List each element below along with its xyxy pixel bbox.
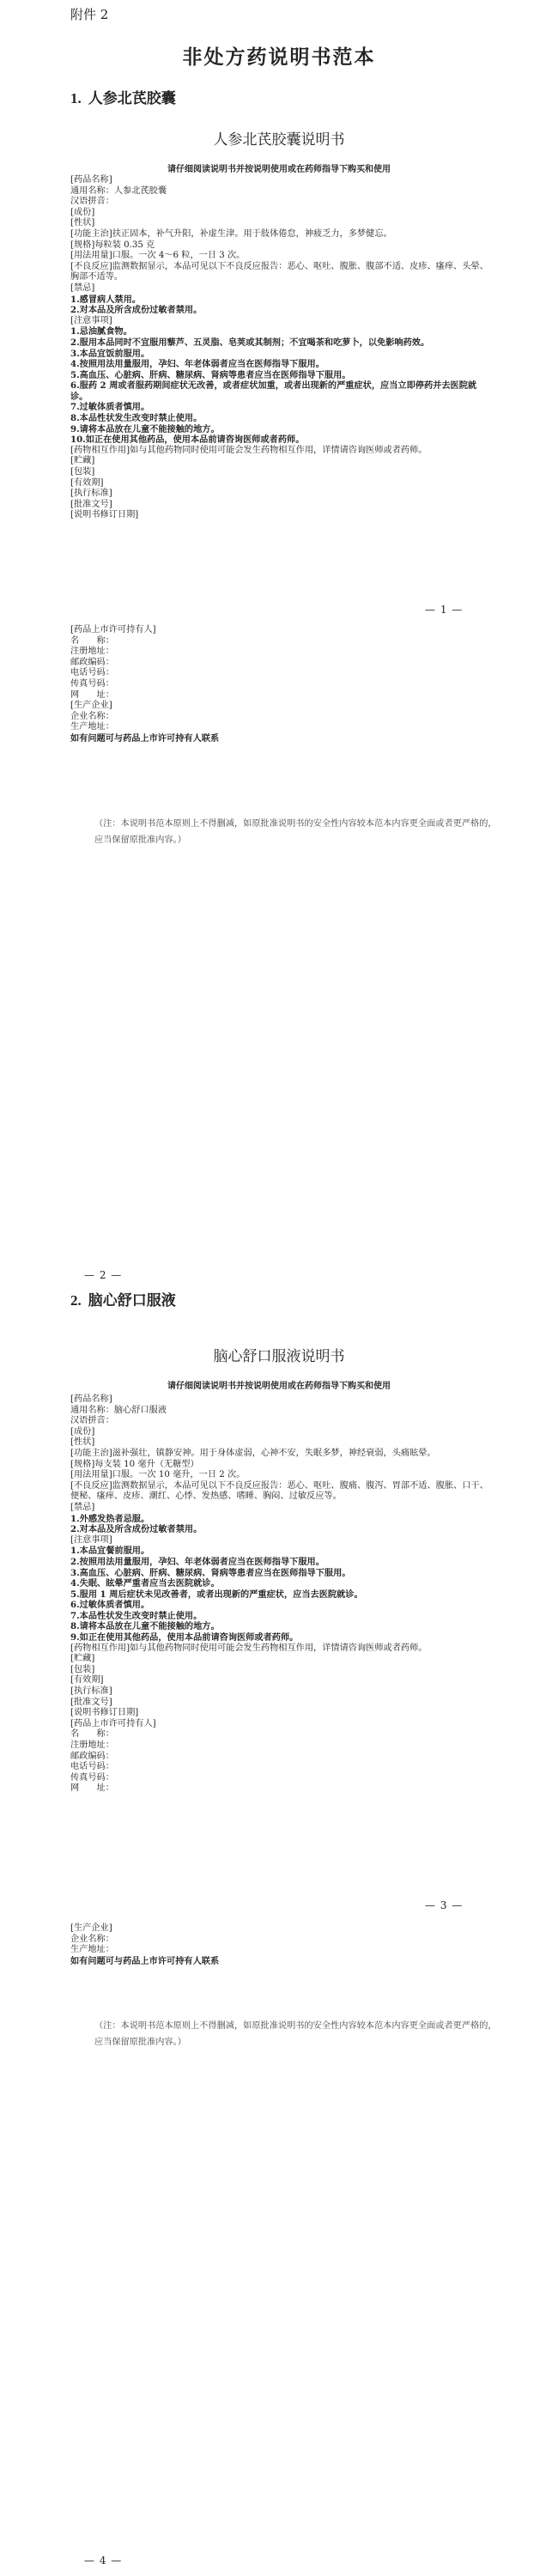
leaflet-line: 1.感冒病人禁用。 (70, 294, 141, 305)
leaflet-line: [说明书修订日期] (70, 1708, 139, 1718)
leaflet-title-2: 脑心舒口服液说明书 (213, 1348, 345, 1365)
leaflet-line: 8.本品性状发生改变时禁止使用。 (70, 413, 203, 424)
leaflet-line: 6.服药 2 周或者服药期间症状无改善，或者症状加重，或者出现新的严重症状，应当立即停药并去医院就诊。 (70, 380, 477, 402)
leaflet-line: 汉语拼音： (70, 1416, 114, 1426)
page-number-4: — 4 — (84, 2555, 123, 2567)
leaflet-line: 邮政编码： (70, 1751, 114, 1761)
leaflet-line: [规格]每支装 10 毫升（无糖型） (70, 1459, 199, 1469)
leaflet-line: [不良反应]监测数据显示，本品可见以下不良反应报告：恶心、呕吐、腹胀、腹部不适、皮疹、瘙痒、头晕、胸部不适等。 (70, 261, 488, 283)
leaflet-line: [说明书修订日期] (70, 510, 139, 520)
leaflet-line: [生产企业] (70, 1923, 112, 1933)
leaflet-line: [执行标准] (70, 1686, 112, 1697)
leaflet-line: [禁忌] (70, 1502, 95, 1512)
leaflet-line: 1.外感发热者忌服。 (70, 1513, 150, 1524)
leaflet-line: 名 称： (70, 635, 114, 646)
leaflet-title-1: 人参北芪胶囊说明书 (213, 131, 345, 149)
section-heading-1 (70, 86, 176, 107)
page-number-1: — 1 — (425, 604, 464, 616)
leaflet-line: [不良反应]监测数据显示，本品可见以下不良反应报告：恶心、呕吐、腹痛、腹泻、胃部不适、腹胀、口干、便秘、瘙痒、皮疹、潮红、心悸、发热感、嗜睡、胸闷、过敏反应等。 (70, 1480, 488, 1502)
leaflet-line: [包装] (70, 467, 95, 477)
leaflet-line: 如有问题可与药品上市许可持有人联系 (70, 1955, 220, 1966)
leaflet-line: 电话号码： (70, 1762, 114, 1772)
leaflet-line: [生产企业] (70, 701, 112, 711)
leaflet-line: [性状] (70, 1437, 95, 1448)
leaflet-line: 3.高血压、心脏病、肝病、糖尿病、肾病等患者应当在医师指导下服用。 (70, 1567, 351, 1578)
footnote-2: （注：本说明书范本原则上不得删减，如原批准说明书的安全性内容较本范本内容更全面或者更严格的，应当保留原批准内容。） (94, 2021, 497, 2047)
leaflet-line: [药物相互作用]如与其他药物同时使用可能会发生药物相互作用，详情请咨询医师或者药师。 (70, 1643, 428, 1653)
section-title: 人参北芪胶囊 (88, 90, 176, 107)
leaflet-line: 2.对本品及所含成份过敏者禁用。 (70, 305, 203, 316)
leaflet-line: [成份] (70, 1426, 95, 1437)
section-title: 脑心舒口服液 (88, 1292, 176, 1309)
leaflet-line: [贮藏] (70, 456, 95, 466)
leaflet-line: 1.本品宜餐前服用。 (70, 1546, 150, 1557)
leaflet-line: 7.过敏体质者慎用。 (70, 402, 150, 413)
leaflet-line: [性状] (70, 218, 95, 228)
leaflet-line: [注意事项] (70, 315, 112, 325)
leaflet-line: [成份] (70, 207, 95, 217)
leaflet-line: 5.高血压、心脏病、肝病、糖尿病、肾病等患者应当在医师指导下服用。 (70, 369, 351, 380)
leaflet-line: [批准文号] (70, 1697, 112, 1707)
leaflet-body-2 (70, 1394, 491, 1795)
leaflet-line: [有效期] (70, 1675, 104, 1686)
leaflet-line: [批准文号] (70, 499, 112, 509)
leaflet-line: [禁忌] (70, 283, 95, 293)
leaflet-line: 汉语拼音： (70, 197, 114, 207)
leaflet-line: 3.本品宜饭前服用。 (70, 348, 150, 359)
leaflet-line: 企业名称： (70, 711, 114, 721)
leaflet-line: 10.如正在使用其他药品，使用本品前请咨询医师或者药师。 (70, 434, 305, 446)
leaflet-line: [执行标准] (70, 489, 112, 499)
leaflet-line: 传真号码： (70, 1772, 114, 1783)
leaflet-line: 4.按照用法用量服用，孕妇、年老体弱者应当在医师指导下服用。 (70, 359, 324, 370)
leaflet-line: 2.服用本品同时不宜服用藜芦、五灵脂、皂荚或其制剂；不宜喝茶和吃萝卜，以免影响药效。 (70, 337, 430, 348)
leaflet-line: [药品上市许可持有人] (70, 1718, 156, 1728)
leaflet-line: 网 址： (70, 1783, 114, 1794)
leaflet-line: 名 称： (70, 1729, 114, 1740)
section-number: 1. (70, 90, 82, 106)
leaflet-line: [药品名称] (70, 1394, 112, 1404)
leaflet-line: [包装] (70, 1664, 95, 1674)
attachment-label: 附件 2 (70, 7, 109, 22)
leaflet-line: 如有问题可与药品上市许可持有人联系 (70, 732, 220, 744)
leaflet-line: 通用名称：脑心舒口服液 (70, 1405, 167, 1415)
leaflet-line: 注册地址： (70, 647, 114, 657)
leaflet-line: [规格]每粒装 0.35 克 (70, 240, 155, 250)
leaflet-line: [药品名称] (70, 175, 112, 185)
holder-info-2 (70, 1923, 491, 1966)
leaflet-line: 传真号码： (70, 678, 114, 689)
leaflet-line: [药物相互作用]如与其他药物同时使用可能会发生药物相互作用，详情请咨询医师或者药师。 (70, 445, 428, 455)
leaflet-line: 生产地址： (70, 722, 114, 732)
reading-notice-2: 请仔细阅读说明书并按说明使用或在药师指导下购买和使用 (167, 1382, 391, 1391)
page-number-2: — 2 — (84, 1269, 123, 1281)
leaflet-line: 2.按照用法用量服用，孕妇、年老体弱者应当在医师指导下服用。 (70, 1556, 324, 1567)
footnote-1: （注：本说明书范本原则上不得删减，如原批准说明书的安全性内容较本范本内容更全面或者更严格的，应当保留原批准内容。） (94, 819, 497, 845)
holder-info-1 (70, 625, 491, 744)
leaflet-line: 6.过敏体质者慎用。 (70, 1600, 150, 1611)
leaflet-line: 邮政编码： (70, 657, 114, 667)
leaflet-line: 7.本品性状发生改变时禁止使用。 (70, 1610, 203, 1621)
leaflet-line: [贮藏] (70, 1654, 95, 1664)
leaflet-line: 注册地址： (70, 1741, 114, 1750)
page-number-3: — 3 — (425, 1899, 464, 1911)
page-title: 非处方药说明书范本 (182, 46, 376, 69)
leaflet-line: [用法用量]口服。一次 10 毫升，一日 2 次。 (70, 1470, 246, 1480)
leaflet-line: [注意事项] (70, 1534, 112, 1545)
leaflet-line: 网 址： (70, 690, 114, 700)
leaflet-body-1 (70, 175, 491, 521)
leaflet-line: 9.如正在使用其他药品，使用本品前请咨询医师或者药师。 (70, 1632, 299, 1643)
section-number: 2. (70, 1292, 82, 1309)
leaflet-line: 5.服用 1 周后症状未见改善者，或者出现新的严重症状，应当去医院就诊。 (70, 1589, 363, 1600)
leaflet-line: [用法用量]口服。一次 4～6 粒，一日 3 次。 (70, 251, 246, 261)
section-heading-2 (70, 1288, 176, 1309)
leaflet-line: 9.请将本品放在儿童不能接触的地方。 (70, 423, 220, 434)
leaflet-line: [功能主治]扶正固本，补气升阳，补虚生津。用于肢体倦怠，神疲乏力，多梦健忘。 (70, 228, 392, 239)
leaflet-line: 企业名称： (70, 1934, 114, 1944)
leaflet-line: [有效期] (70, 477, 104, 488)
leaflet-line: [药品上市许可持有人] (70, 625, 156, 635)
leaflet-line: 电话号码： (70, 668, 114, 678)
leaflet-line: 1.忌油腻食物。 (70, 326, 132, 337)
leaflet-line: 4.失眠、眩晕严重者应当去医院就诊。 (70, 1578, 220, 1589)
leaflet-line: 生产地址： (70, 1945, 114, 1955)
leaflet-line: 通用名称：人参北芪胶囊 (70, 185, 167, 196)
leaflet-line: [功能主治]滋补强壮，镇静安神。用于身体虚弱，心神不安，失眠多梦，神经衰弱，头痛眩晕。 (70, 1448, 436, 1458)
leaflet-line: 2.对本品及所含成份过敏者禁用。 (70, 1524, 203, 1535)
reading-notice-1: 请仔细阅读说明书并按说明使用或在药师指导下购买和使用 (167, 165, 391, 174)
leaflet-line: 8.请将本品放在儿童不能接触的地方。 (70, 1621, 220, 1632)
